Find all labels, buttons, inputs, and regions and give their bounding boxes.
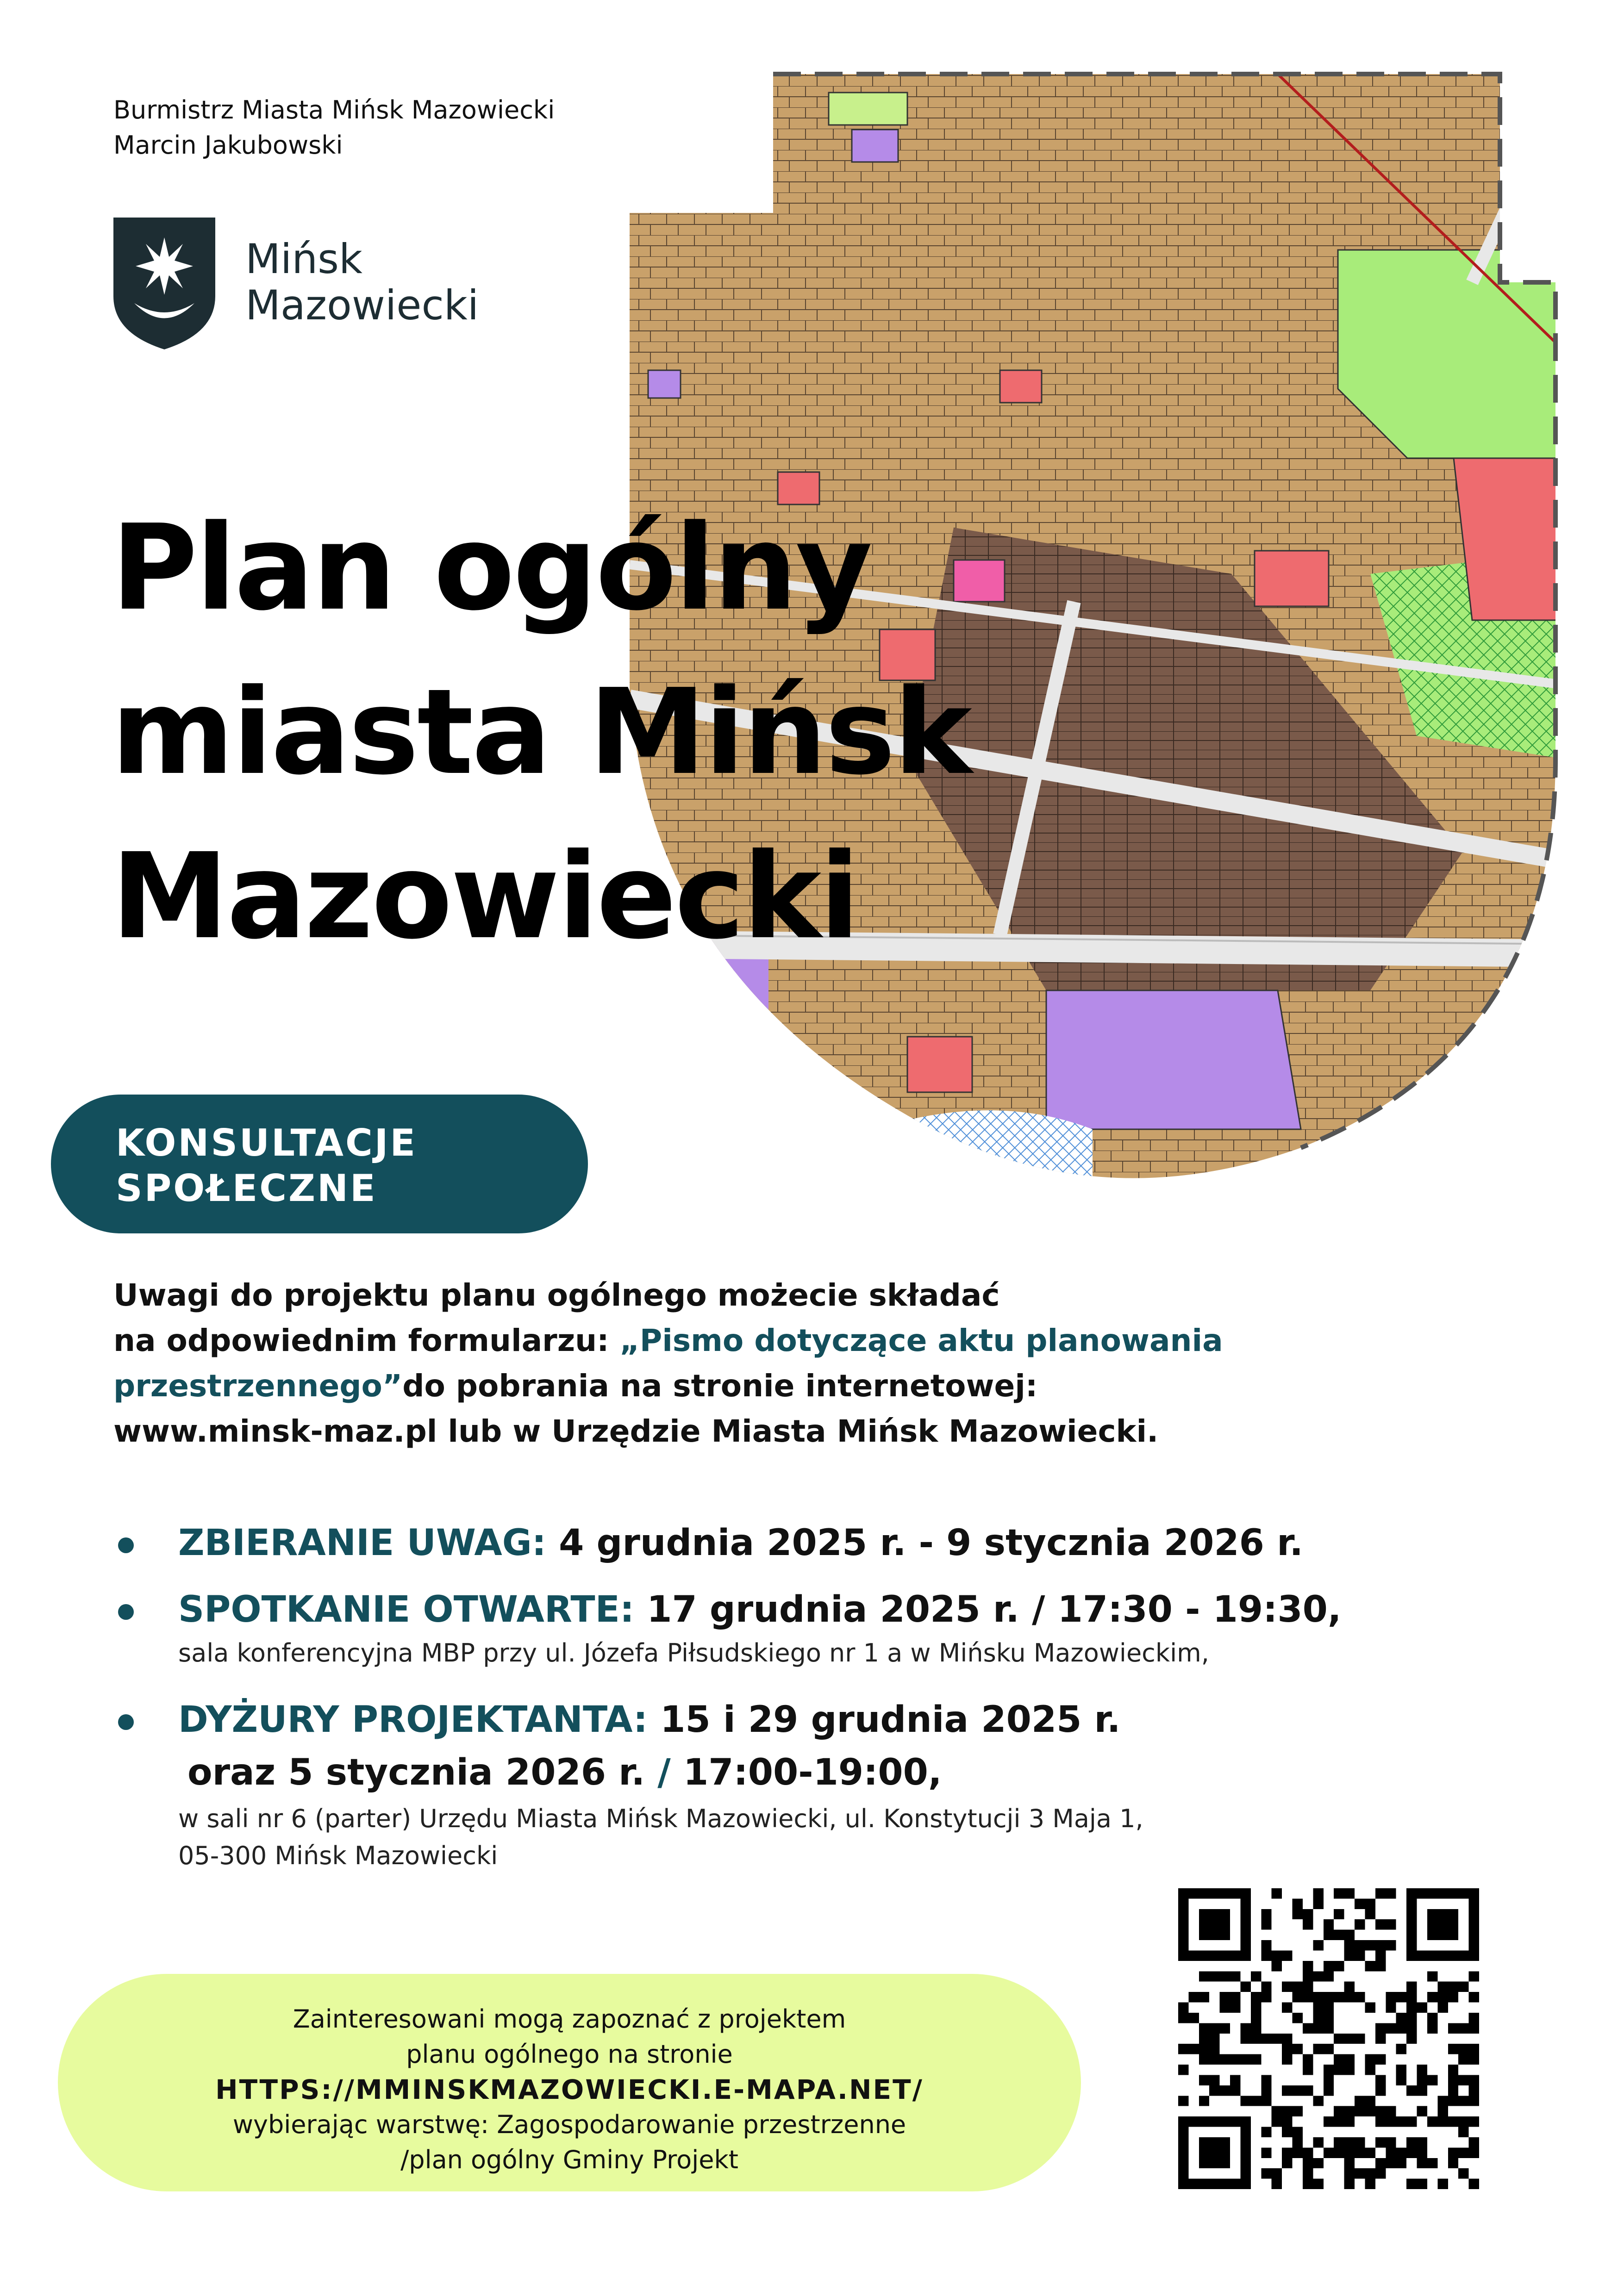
qr-code[interactable]: [1178, 1888, 1479, 2189]
meeting-place: sala konferencyjna MBP przy ul. Józefa Piłsudskiego nr 1 a w Mińsku Mazowieckim,: [178, 1638, 1209, 1668]
bullet-dot: [118, 1537, 134, 1553]
intro-text: [113, 1273, 1502, 1454]
title-line1: Plan ogólny: [111, 499, 871, 637]
info-line2: planu ogólnego na stronie: [406, 2040, 733, 2069]
collect-line: [178, 1518, 1549, 1568]
schedule-item-meeting: [113, 1585, 1549, 1672]
consultation-badge: [51, 1095, 588, 1233]
intro-line1: Uwagi do projektu planu ogólnego możecie składać: [113, 1277, 1000, 1313]
meeting-value: 17 grudnia 2025 r. / 17:30 - 19:30,: [634, 1589, 1342, 1630]
bullet-dot: [118, 1714, 134, 1730]
author-title: Burmistrz Miasta Mińsk Mazowiecki: [113, 95, 555, 124]
info-line1: Zainteresowani mogą zapoznać z projektem: [293, 2004, 846, 2034]
form-name: „Pismo dotyczące aktu planowania przestrzennego”: [113, 1323, 1223, 1404]
duty-value2: oraz 5 stycznia 2026 r.: [187, 1752, 645, 1793]
meeting-label: SPOTKANIE OTWARTE:: [178, 1589, 635, 1630]
duty-line: [178, 1695, 1549, 1745]
collect-label: ZBIERANIE UWAG:: [178, 1522, 546, 1564]
meeting-line: [178, 1585, 1549, 1635]
collect-value: 4 grudnia 2025 r. - 9 stycznia 2026 r.: [546, 1522, 1304, 1564]
title-line2: miasta Mińsk: [111, 664, 970, 801]
intro-part3: do pobrania na stronie internetowej:: [402, 1368, 1038, 1404]
city-logo: [113, 218, 493, 356]
author-block: [113, 93, 555, 163]
schedule-list: [113, 1518, 1549, 1874]
intro-line2: [113, 1318, 1502, 1409]
logo-name: [245, 236, 479, 329]
info-line4: /plan ogólny Gminy Projekt: [400, 2145, 738, 2174]
badge-line2: SPOŁECZNE: [116, 1167, 377, 1210]
duty-time: 17:00-19:00,: [683, 1752, 942, 1793]
duty-label: DYŻURY PROJEKTANTA:: [178, 1699, 648, 1741]
info-line3: wybierając warstwę: Zagospodarowanie przestrzenne: [232, 2110, 906, 2139]
badge-line1: KONSULTACJE: [116, 1121, 418, 1164]
logo-name-line2: Mazowiecki: [245, 281, 479, 329]
page-title: [111, 486, 970, 979]
duty-value: 15 i 29 grudnia 2025 r.: [648, 1699, 1121, 1741]
star-crescent-shield-icon: [113, 218, 215, 349]
duty-slash: /: [645, 1752, 683, 1793]
author-name: Marcin Jakubowski: [113, 131, 343, 160]
intro-line4: www.minsk-maz.pl lub w Urzędzie Miasta Mińsk Mazowiecki.: [113, 1413, 1159, 1449]
duty-place2: 05-300 Mińsk Mazowiecki: [178, 1841, 498, 1870]
logo-name-line1: Mińsk: [245, 235, 362, 283]
bullet-dot: [118, 1604, 134, 1620]
info-box: [58, 1974, 1081, 2191]
intro-part2: na odpowiednim formularzu:: [113, 1323, 620, 1358]
duty-place1: w sali nr 6 (parter) Urzędu Miasta Mińsk Mazowiecki, ul. Konstytucji 3 Maja 1,: [178, 1804, 1143, 1833]
schedule-item-collect: [113, 1518, 1549, 1568]
duty-line2: [178, 1745, 1549, 1800]
title-line3: Mazowiecki: [111, 828, 858, 965]
schedule-item-duty: [113, 1695, 1549, 1874]
info-url-link[interactable]: HTTPS://MMINSKMAZOWIECKI.E-MAPA.NET/: [215, 2074, 924, 2105]
